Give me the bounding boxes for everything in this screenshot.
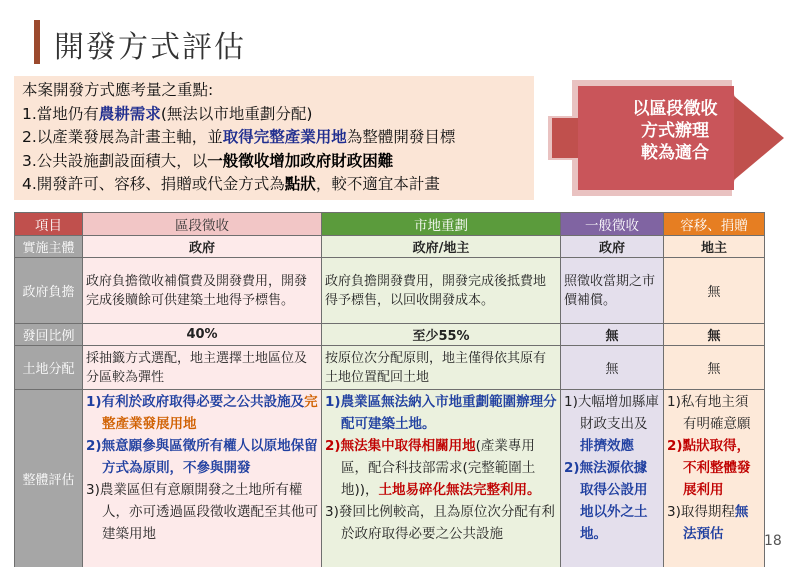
- table-cell: 至少55%: [322, 324, 561, 346]
- table-cell: 1)農業區無法納入市地重劃範圍辦理分配可建築土地。 2)無法集中取得相關用地(產業專用區，配合科技部需求(完整範圍土地))，土地易碎化無法完整利用。 3)發回比例較高，且為原位次分配有利於政府取得必要之公共設施: [322, 390, 561, 567]
- table-cell: 照徵收當期之市價補償。: [561, 258, 664, 324]
- page-title: 開發方式評估: [54, 30, 246, 65]
- table-cell: 無: [561, 346, 664, 390]
- table-cell: 1)私有地主須有明確意願 2)點狀取得，不利整體發展利用 3)取得期程無法預估: [664, 390, 765, 567]
- table-cell: 政府負擔徵收補償費及開發費用，開發完成後贖餘可供建築土地得予標售。: [83, 258, 322, 324]
- table-cell: 政府/地主: [322, 236, 561, 258]
- table-row: [15, 390, 765, 567]
- table-row: [15, 324, 765, 346]
- table-cell: 採抽籤方式選配，地主選擇土地區位及分區較為彈性: [83, 346, 322, 390]
- key-point-1: 1.當地仍有農耕需求(無法以市地重劃分配): [22, 104, 313, 123]
- header-land-readjustment: 市地重劃: [322, 213, 561, 236]
- table-cell: 地主: [664, 236, 765, 258]
- page-number: 18: [764, 533, 782, 549]
- table-row: [15, 258, 765, 324]
- table-cell: 無: [561, 324, 664, 346]
- table-cell: 無: [664, 324, 765, 346]
- table-cell: 無: [664, 258, 765, 324]
- table-header-row: [15, 213, 765, 236]
- header-item: 項目: [15, 213, 83, 236]
- table-cell: 1)有利於政府取得必要之公共設施及完整產業發展用地 2)無意願參與區徵所有權人以原地保留方式為原則，不參與開發 3)農業區但有意願開發之土地所有權人，亦可透過區段徵收選配至其他可建築用地: [83, 390, 322, 567]
- key-point-3: 3.公共設施劃設面積大，以一般徵收增加政府財政困難: [22, 151, 394, 170]
- row-label: 發回比例: [15, 324, 83, 346]
- table-row: [15, 346, 765, 390]
- key-point-2: 2.以產業發展為計畫主軸，並取得完整產業用地為整體開發目標: [22, 128, 456, 146]
- table-cell: 按原位次分配原則，地主僅得依其原有土地位置配回土地: [322, 346, 561, 390]
- row-label: 實施主體: [15, 236, 83, 258]
- header-zone-expropriation: 區段徵收: [83, 213, 322, 236]
- table-cell: 40%: [83, 324, 322, 346]
- table-cell: 無: [664, 346, 765, 390]
- key-point-4: 4.開發許可、容移、捐贈或代金方式為點狀，較不適宜本計畫: [22, 175, 440, 193]
- header-general-expropriation: 一般徵收: [561, 213, 664, 236]
- comparison-table: [14, 212, 765, 567]
- table-cell: 1)大幅增加縣庫財政支出及排擠效應 2)無法源依據取得公設用地以外之土地。: [561, 390, 664, 567]
- row-label: 整體評估: [15, 390, 83, 567]
- table-cell: 政府: [83, 236, 322, 258]
- conclusion-text: 以區段徵收 方式辦理 較為適合: [632, 99, 718, 163]
- table-row: [15, 236, 765, 258]
- row-label: 政府負擔: [15, 258, 83, 324]
- key-points-intro: 本案開發方式應考量之重點:: [22, 81, 214, 99]
- table-cell: 政府負擔開發費用，開發完成後抵費地得予標售，以回收開發成本。: [322, 258, 561, 324]
- key-points-box: [14, 76, 534, 200]
- row-label: 土地分配: [15, 346, 83, 390]
- header-transfer-donation: 容移、捐贈: [664, 213, 765, 236]
- title-accent-bar: [34, 20, 40, 64]
- table-cell: 政府: [561, 236, 664, 258]
